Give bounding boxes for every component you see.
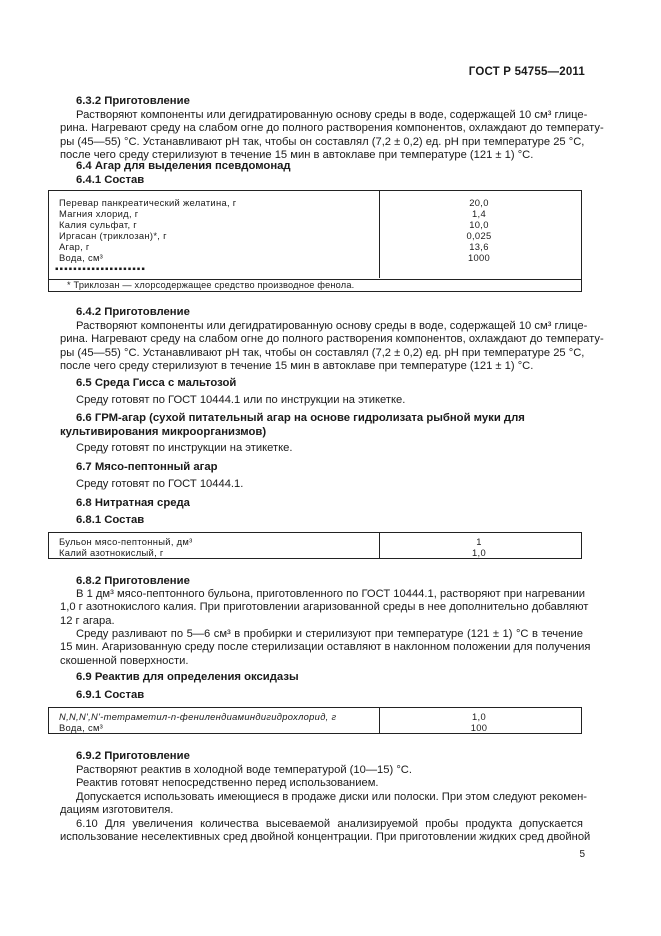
text-line: рина. Нагревают среду на слабом огне до полного растворения компонентов, охлаждают до температу- xyxy=(60,333,604,346)
text-6-5: Среду готовят по ГОСТ 10444.1 или по инструкции на этикетке. xyxy=(76,394,406,406)
ingredient-amount: 1,4 xyxy=(472,208,486,219)
ingredient-amount: 20,0 xyxy=(469,197,489,208)
text-line: Растворяют компоненты или дегидратированную основу среды в воде, содержащей 10 см³ глице- xyxy=(76,109,588,121)
table-column-divider xyxy=(379,533,380,558)
text-line: рина. Нагревают среду на слабом огне до полного растворения компонентов, охлаждают до температу- xyxy=(60,122,604,135)
ingredient-amount: 0,025 xyxy=(466,230,492,241)
heading-6-4-1: 6.4.1 Состав xyxy=(76,174,145,186)
standard-code-header: ГОСТ Р 54755—2011 xyxy=(468,66,585,78)
table-column-divider xyxy=(379,708,380,733)
heading-6-9: 6.9 Реактив для определения оксидазы xyxy=(76,671,299,683)
paragraph-6-8-2-b xyxy=(60,628,591,668)
ingredient-name: N,N,N',N'-тетраметил-n-фенилендиаминдигидрохлорид, г xyxy=(59,711,337,722)
text-line: Среду разливают по 5—6 см³ в пробирки и стерилизуют при температуре (121 ± 1) °С в течение xyxy=(76,628,583,640)
paragraph-6-4-2 xyxy=(60,320,604,374)
text-6-9-2-line2: Реактив готовят непосредственно перед использованием. xyxy=(76,777,379,789)
ingredient-name: Иргасан (триклозан)*, г xyxy=(59,230,167,241)
ingredient-amount: 1 xyxy=(476,536,482,547)
heading-6-5: 6.5 Среда Гисса с мальтозой xyxy=(76,377,237,389)
paragraph-6-9-2 xyxy=(60,791,588,818)
heading-6-6-line2: культивирования микроорганизмов) xyxy=(60,426,267,438)
ingredient-name: Калия сульфат, г xyxy=(59,219,137,230)
ingredient-amount: 1,0 xyxy=(472,547,486,558)
paragraph-6-3-2 xyxy=(60,109,604,163)
text-line: скошенной поверхности. xyxy=(60,654,189,667)
ingredient-name: Калий азотнокислый, г xyxy=(59,547,164,558)
composition-table-6-9 xyxy=(48,707,582,734)
dotted-separator: ▪▪▪▪▪▪▪▪▪▪▪▪▪▪▪▪▪▪▪▪ xyxy=(55,264,146,275)
table-footnote: * Триклозан — хлорсодержащее средство производное фенола. xyxy=(67,280,355,290)
text-line: 15 мин. Агаризованную среду после стерилизации оставляют в наклонном положении для получения xyxy=(60,641,591,654)
text-line: Растворяют компоненты или дегидратированную основу среды в воде, содержащей 10 см³ глице- xyxy=(76,320,588,332)
ingredient-name: Магния хлорид, г xyxy=(59,208,139,219)
ingredient-name: Вода, см³ xyxy=(59,722,104,733)
text-line: ры (45—55) °С. Устанавливают рН так, чтобы он составлял (7,2 ± 0,2) ед. рН при температуре 25 °С, xyxy=(60,346,585,359)
ingredient-name: Бульон мясо-пептонный, дм³ xyxy=(59,536,193,547)
text-6-6: Среду готовят по инструкции на этикетке. xyxy=(76,442,293,454)
page-number: 5 xyxy=(579,849,585,860)
text-line: после чего среду стерилизуют в течение 15 мин в автоклаве при температуре (121 ± 1) °С. xyxy=(60,149,534,162)
heading-6-9-1: 6.9.1 Состав xyxy=(76,689,145,701)
heading-6-3-2: 6.3.2 Приготовление xyxy=(76,95,190,107)
ingredient-name: Агар, г xyxy=(59,241,90,252)
heading-6-4: 6.4 Агар для выделения псевдомонад xyxy=(76,160,291,172)
ingredient-name: Вода, см³ xyxy=(59,252,104,263)
composition-table-6-4 xyxy=(48,190,582,292)
paragraph-6-10 xyxy=(60,818,591,845)
text-line: дациям изготовителя. xyxy=(60,804,174,817)
text-line: 1,0 г азотнокислого калия. При приготовлении агаризованной среды в нее дополнительно добавляют xyxy=(60,601,589,614)
heading-6-6-line1: 6.6 ГРМ-агар (сухой питательный агар на основе гидролизата рыбной муки для xyxy=(76,412,525,424)
ingredient-amount: 13,6 xyxy=(469,241,489,252)
table-column-divider xyxy=(379,191,380,278)
heading-6-8-2: 6.8.2 Приготовление xyxy=(76,575,190,587)
text-line: 12 г агара. xyxy=(60,614,115,627)
heading-6-4-2: 6.4.2 Приготовление xyxy=(76,306,190,318)
text-line: 6.10 Для увеличения количества высеваемой анализируемой пробы продукта допускается xyxy=(76,818,583,830)
heading-6-7: 6.7 Мясо-пептонный агар xyxy=(76,461,218,473)
ingredient-amount: 1000 xyxy=(467,252,491,263)
ingredient-amount: 1,0 xyxy=(472,711,486,722)
ingredient-amount: 100 xyxy=(470,722,488,733)
ingredient-name: Перевар панкреатический желатина, г xyxy=(59,197,237,208)
text-line: после чего среду стерилизуют в течение 15 мин в автоклаве при температуре (121 ± 1) °С. xyxy=(60,360,534,373)
text-line: В 1 дм³ мясо-пептонного бульона, приготовленного по ГОСТ 10444.1, растворяют при нагревании xyxy=(76,588,585,600)
heading-6-8-1: 6.8.1 Состав xyxy=(76,514,145,526)
ingredient-amount: 10,0 xyxy=(469,219,489,230)
text-6-7: Среду готовят по ГОСТ 10444.1. xyxy=(76,478,244,490)
composition-table-6-8 xyxy=(48,532,582,559)
text-line: использование неселективных сред двойной концентрации. При приготовлении жидких сред двойной xyxy=(60,831,591,844)
text-6-9-2-line1: Растворяют реактив в холодной воде температурой (10—15) °С. xyxy=(76,764,412,776)
text-line: ры (45—55) °С. Устанавливают рН так, чтобы он составлял (7,2 ± 0,2) ед. рН при температуре 25 °С, xyxy=(60,135,585,148)
heading-6-8: 6.8 Нитратная среда xyxy=(76,497,190,509)
heading-6-9-2: 6.9.2 Приготовление xyxy=(76,750,190,762)
text-line: Допускается использовать имеющиеся в продаже диски или полоски. При этом следуют рекомен- xyxy=(76,791,588,803)
paragraph-6-8-2-a xyxy=(60,588,589,628)
